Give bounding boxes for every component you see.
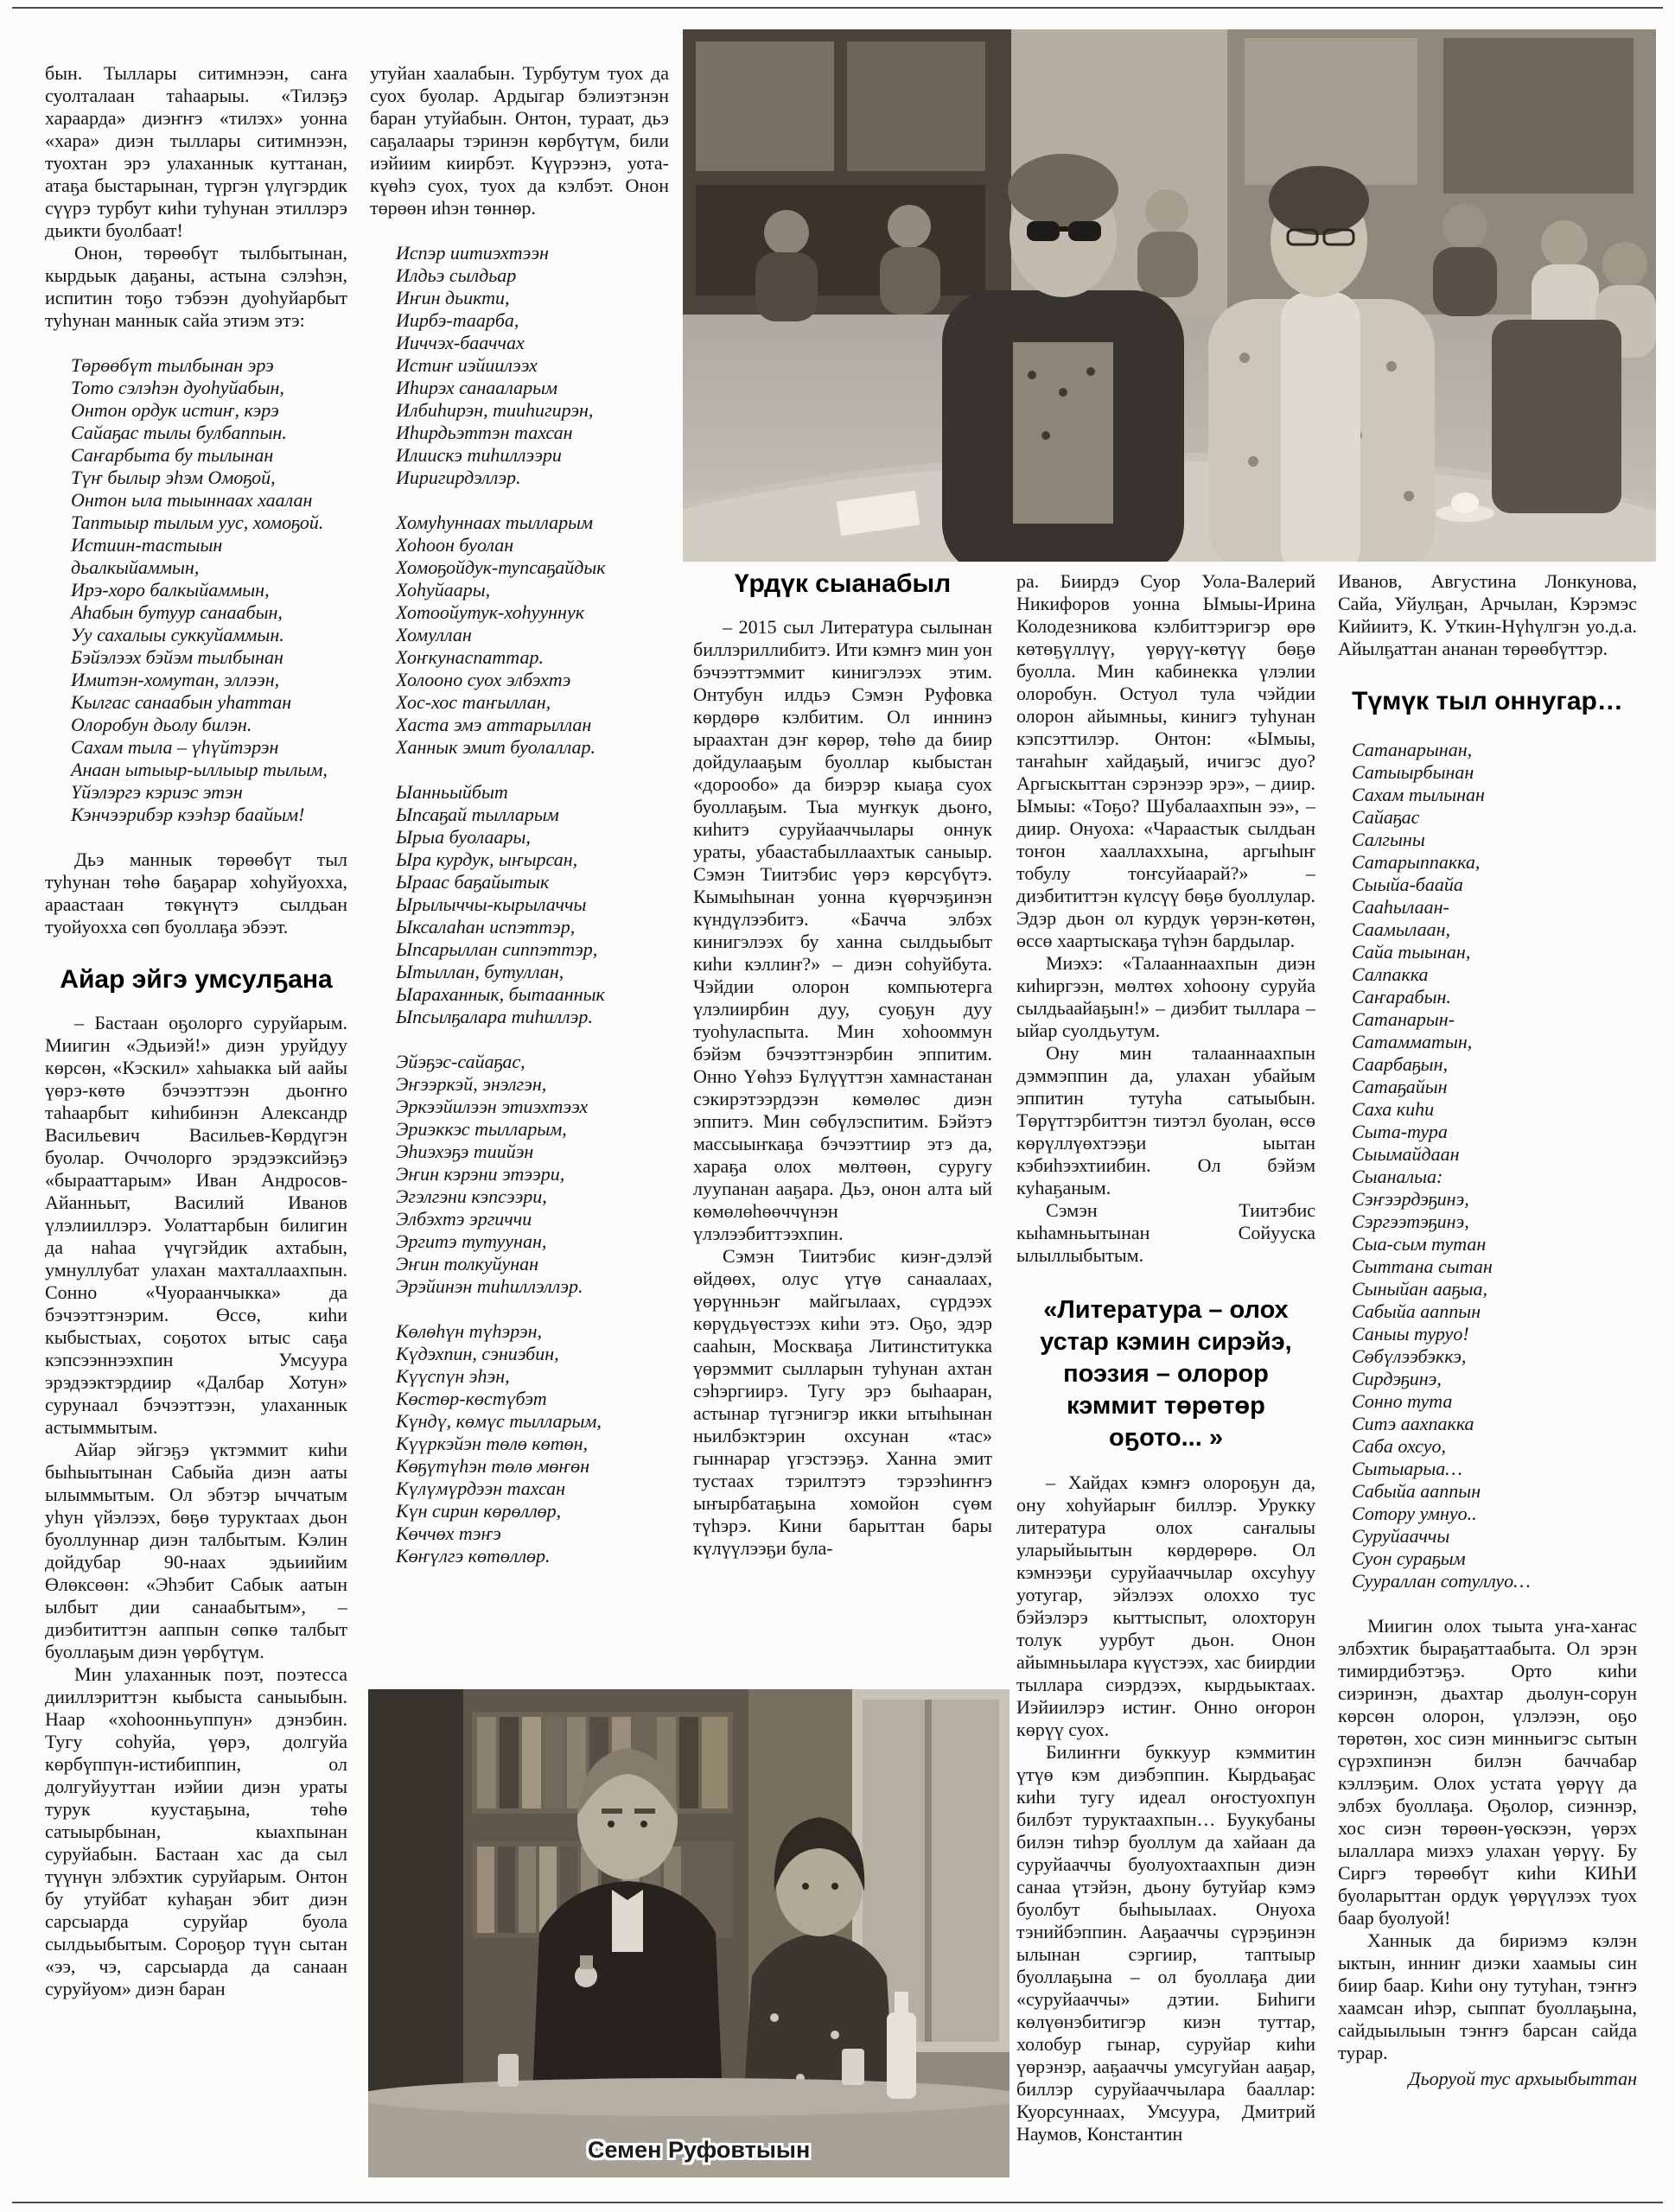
poem-line: Ыпсылҕалара тиһиллэр. [396,1006,593,1027]
poem-line: Сытыарыа… [1352,1458,1462,1479]
poem-line: Илиискэ тиһиллээри [396,444,562,466]
poem-line: Бэйэлээх бэйэм тылбынан [71,646,283,668]
poem-line: Түҥ былыр эһэм Омоҕой, [71,467,276,488]
paragraph: Билиҥҥи буккуур кэммитин үтүө кэм диэбэппин. Кырдьаҕас киһи тугу идеал оҥостуохпун билбэт туруктаахпын… Буукубаны билэн тиһэр буоллум да хайаан да суруйааччы буолуохтаахпын диэн санаа үтэйэн, дьону бутуйар кэмэ буолбут быһыылаах. Онуоха тэнийбэппин. Ааҕааччы сүрэҕинэн ылынан сэргиир, таптыыр буоллаҕына – ол буоллаҕа дии «суруйааччы» дэтии. Биһиги көлүөнэбитигэр киэн туттар, холобур гынар, суруйар киһи үөрэнэр, ааҕааччы умсугуйан ааҕар, биллэр суруйааччылара бааллар: Куорсуннаах, Умсуура, Дмитрий Наумов, Константин [1016,1741,1315,2145]
poem-line: Сыныйан ааҕыа, [1352,1278,1487,1300]
poem-line: Көстөр-көстүбэт [396,1388,547,1409]
paragraph: Миигин олох тыыта уҥа-хаҥас элбэхтик быраҕаттаабыта. Ол эрэн тимирдибэтэҕэ. Орто киһи сиэринэн, дьахтар дьолун-сорун көрсөн олорон, үлэлээн, оҕо төрөтөн, хос сиэн минньигэс сытын сүрэхпинэн билэн баччабар кэллэҕим. Олох устата үөрүү да элбэх буоллаҕа. Оҕолор, сиэннэр, хос сиэн төрөөн-үөскээн, үөрэх ылаллара миэхэ улахан үөрүү. Бу Сиргэ төрөөбүт киһи КИҺИ буоларыттан ордук үөрүүлээх туох баар буолуой! [1338,1615,1637,1929]
poem-line: Күлүмүрдээн тахсан [396,1478,566,1499]
poem-line: Сааһылаан- [1352,896,1449,918]
poem-line: Эгэлгэни кэпсээри, [396,1185,547,1207]
poem-line: Эйэҕэс-сайаҕас, [396,1051,525,1072]
poem-line: Хомуһуннаах тылларым [396,512,594,533]
paragraph: – 2015 сыл Литература сылынан биллэриллибитэ. Ити кэмҥэ мин уон бэчээттэммит кинигэлээх этим. Онтубун илдьэ Сэмэн Руфовка көрдөрө кэлбитим. Ол иннинэ ыраахтан дэҥ көрөр, төһө да биир дойдулааҕым буоллар кыбыстан «дорообо» да биэрэр кыаҕа суох буоллаҕым. Тыа муҥкук дьоҥо, киһитэ суруйааччылары оннук ураты, убаастабыллаахтык саныыр. Сэмэн Тиитэбис үөрэ көрсүбүтэ. Кымыһынан уонна күөрчэҕинэн күндүлээбитэ. «Бачча элбэх кинигэлээх бу ханна сылдьыбыт киһи кэллиҥ?» – диэн соһуйбута. Чэйдии олорон компьютерга үлэлиирбин дуу, суоҕун дуу туоһуласпыта. Мин хоһооммун бэйэм бэчээттэнэрбин эппитим. Онно Үөһээ Бүлүүттэн хамнастанан сэкирэтээрдээн көмөлөс диэн эппитэ. Мин сөбүлэспитим. Бэйэтэ массыыҥкаҕа бэчээттиир этэ да, хараҕа олох мөлтөөн, суругу луупанан ааҕара. Дьэ, онон алта ый көмөлөһөөччүнэн үлэлээбиттээхпин. [693,616,992,1244]
poem-line: Күүспүн эһэн, [396,1365,510,1387]
poem-stanza [396,781,669,1028]
poem-line: Ситэ аахпакка [1352,1413,1474,1434]
poem-line: Хоһуйаары, [396,579,491,601]
poem-line: Хотоойутук-хоһууннук [396,601,585,623]
section-heading: Айар эйгэ умсулҕана [60,965,333,994]
poem-line: Тото сэлэһэн дуоһуйабын, [71,377,284,398]
paragraph: Онон, төрөөбүт тылбытынан, кырдьык даҕаны, астына сэлэһэн, испитин тоҕо тэбээн дуоһуйарбыт туһунан маннык сайа этиэм этэ: [45,242,347,331]
poem-line: Көҕүтүһэн төлө мөҥөн [396,1455,590,1477]
poem-line: Ыпсарыллан сиппэттэр, [396,938,598,960]
poem-line: Онтон ордук истиҥ, кэрэ [71,399,279,421]
poem-stanza [396,512,669,759]
paragraph: Мин улаханнык поэт, поэтесса дииллэриттэн кыбыста саныыбын. Наар «хоһоонньуппун» дэнэбин. Тугу соһуйа, үөрэ, долгуйа көрбүппүн-истибиппин, ол долгуйууттан иэйии диэн ураты турук куустаҕына, төһө сатыырбынан, кыахпынан суруйабын. Бастаан хас да сыл түүнүн элбэхтик суруйарым. Онтон бу утуйбат куһаҕан эбит диэн сарсыарда суруйар буола сылдьыбытым. Сороҕор түүн сытан «ээ, чэ, сарсыарда да санаан суруйуом» диэн баран [45,1663,347,1999]
column-4 [1016,570,1315,2208]
poem-stanza [1352,739,1637,1592]
poem-line: Хоҥкунаспаттар. [396,646,544,668]
poem-line: Ииригирдэллэр. [396,467,521,488]
poem-line: Хомоҕойдук-тупсаҕайдык [396,556,606,578]
poem-line: Ыанньыйбыт [396,781,508,803]
poem-line: Ииччэх-бааччах [396,332,525,353]
poem-line: Холооно суох элбэхтэ [396,669,571,690]
paragraph: – Бастаан оҕолорго суруйарым. Миигин «Эдьиэй!» диэн уруйдуу көрсөн, «Кэскил» хаһыакка ый аайы үөрэ-көтө бэчээттээн дьоҥҥо таһаарбыт киһибинэн Александр Васильевич Васильев-Көрдүгэн буолар. Оччолорго эрэдээксийэҕэ «бырааттарым» Иван Андросов-Айанньыт, Василий Иванов үлэлииллэрэ. Уолаттарбын билигин да наһаа үчүгэйдик ахтабын, умнуллубат улахан махталлаахпын. Сонно «Чуораанчыкка» да бэчээттэнэрим. Өссө, киһи кыбыстыах, соҕотох ытыс саҕа кэпсээннээхпин Умсуура эрэдээктэрдиир «Далбар Хотун» сурунаал бэчээттээн, улаханнык астыммытым. [45,1012,347,1438]
poem-line: Сайаҕас тылы булбаппын. [71,422,287,443]
quote-heading: «Литература – олох устар кэмин сирэйэ, поэзия – олорор кэммит төрөтөр оҕото... » [1040,1296,1292,1452]
poem-line: Элбэхтэ эргиччи [396,1208,532,1230]
poem-line: Эркээйилээн этиэхтээх [396,1096,589,1117]
poem-line: Онтон ыла тыыннаах хаалан [71,489,313,511]
poem-line: Сатарыппакка, [1352,851,1481,873]
poem-line: Илбиһирэн, тииһигирэн, [396,399,594,421]
poem-line: Сатанарын- [1352,1008,1455,1030]
poem-line: Саҥарбыта бу тылынан [71,444,274,466]
photo-bottom-semen-rufov [368,1689,1009,2177]
poem-line: Ыра курдук, ыҥырсан, [396,849,578,870]
poem-line: Сыыйа-баайа [1352,874,1463,895]
poem-line: Үйэлэргэ кэриэс этэн [71,781,243,803]
paragraph: Сэмэн Тиитэбис киэҥ-дэлэй өйдөөх, олус үтүө санаалаах, үөрүнньэҥ майгылаах, сүрдээх көрүдьүөстээх киһи этэ. Оҕо, эдэр сааһын, Москваҕа Литинститукка үөрэммит сылларын туһунан ахтан сэһэргиирэ. Тугу эрэ быһааран, астынар түгэнигэр икки ытыһынан ньилбэктэрин охсунан «тас» гыннарар үгэстээҕэ. Ханна эмит тустаах тэрилтэтэ тэрээһиҥҥэ ыҥырбатаҕына хомойон сүөм түһэрэ. Кини барыттан бары күлүүлээҕи була- [693,1245,992,1559]
poem-line: Сэргээтэҕинэ, [1352,1211,1469,1232]
poem-stanza [396,1051,669,1298]
poem-line: Испэр иитиэхтээн [396,242,549,264]
poem-line: Суруйааччы [1352,1525,1450,1547]
poem-line: Эһиэхэҕэ тиийэн [396,1141,534,1162]
poem-line: Сатамматын, [1352,1031,1473,1052]
column-1 [45,62,347,2196]
poem-line: Сатаҕайын [1352,1076,1448,1097]
poem-line: Сахам тыла – үһүйтэрэн [71,736,279,758]
poem-line: Саба охсуо, [1352,1435,1447,1457]
poem-stanza [396,1320,669,1567]
poem-line: Көччөх тэҥэ [396,1522,501,1544]
photo-top-illustration [683,29,1656,562]
poem-line: Сэҥээрдэҕинэ, [1352,1188,1469,1210]
poem-line: Сыымайдаан [1352,1143,1460,1165]
photo-caption: Семен Руфовтыын [588,2137,811,2163]
section-heading: Түмүк тыл оннугар… [1352,687,1623,715]
poem-line: Саамылаан, [1352,918,1451,940]
poem-line: Иһирэх санааларым [396,377,558,398]
poem-line: Ыксалаһан испэттэр, [396,916,576,938]
poem-stanza [71,354,347,826]
poem-line: Истиҥ иэйиилээх [396,354,538,376]
poem-line: Сөбүлээбэккэ, [1352,1345,1467,1367]
photo-credit-line: Дьоруой тус архыыбыттан [1408,2068,1637,2089]
poem-stanza [396,242,669,489]
poem-line: Уу сахалыы суккуйаммын. [71,624,284,645]
poem-line: Төрөөбүт тылбынан эрэ [71,354,274,376]
poem-line: Саҥарабын. [1352,986,1451,1007]
photo-bottom-illustration [368,1689,1009,2177]
poem-line: Сабыйа ааппын [1352,1300,1481,1322]
poem-line: Эҥин кэрэни этээри, [396,1163,565,1185]
poem-line: Иирбэ-таарба, [396,309,519,331]
poem-line: Кылгас санаабын уһаттан [71,691,292,713]
poem-line: Күдэхпин, сэниэбин, [396,1343,559,1364]
poem-line: Эҥин толкуйунан [396,1253,539,1274]
poem-line: Суон сураҕым [1352,1548,1466,1569]
poem-line: Ыраас баҕайытык [396,871,550,893]
poem-line: Эриэккэс тылларым, [396,1118,567,1140]
poem-line: Кэнчээрибэр кээһэр баайым! [71,804,305,825]
poem-line: Ырылыччы-кырылаччы [396,893,587,915]
poem-line: Сахам тылынан [1352,784,1485,805]
poem-line: Күүркэйэн төлө көтөн, [396,1433,588,1454]
paragraph: Ону мин талааннаахпын дэммэппин да, улахан убайым эппитин тутуһа сатыыбын. Төрүттэрбиттэн тиэтэл буолан, өссө көрүллүөхтээҕи ыытан кэбиһээхтиибин. Ол бэйэм куһаҕаным. [1016,1042,1315,1198]
paragraph: Айар эйгэҕэ үктэммит киһи быһыытынан Сабыйа диэн ааты ылыммытым. Ол эбэтэр ыччатым уһун үйэлээх, бөҕө туруктаах дьон буоллуннар диэн талбытым. Кэлин дойдубар 90-наах эдьиийим Өлөксөөн: «Эһэбит Сабык аатын ылбыт дии санаабытым», – диэбититтэн ааппын сөпкө талбыт буоллаҕым диэн үөрбүтүм. [45,1439,347,1662]
top-rule [12,7,1663,9]
poem-line: Хос-хос таҥыллан, [396,691,551,713]
poem-line: Саха киһи [1352,1098,1435,1120]
poem-line: Анаан ытыыр-ыллыыр тылым, [71,759,328,780]
paragraph: Иванов, Августина Лонкунова, Сайа, Уйулҕан, Арчылан, Кэрэмэс Кийиитэ, К. Уткин-Нүһүлгэн уо.д.а. Айылҕаттан ананан төрөөбүттэр. [1338,570,1637,659]
poem-line: Сирдэҕинэ, [1352,1368,1442,1389]
poem-line: Ытыллан, бутуллан, [396,961,564,982]
poem-line: Сабыйа ааппын [1352,1480,1481,1502]
column-2 [370,62,669,1678]
poem-line: Сайа тыынан, [1352,941,1471,963]
poem-line: Суураллан сотуллуо… [1352,1570,1531,1592]
poem-line: Хоһоон буолан [396,534,514,556]
poem-line: Ханнык эмит буолаллар. [396,736,596,758]
column-3 [693,567,992,1690]
poem-line: Сыта-тура [1352,1121,1448,1142]
poem-line: Сыа-сым тутан [1352,1233,1487,1255]
poem-line: Ирэ-хоро балкыйаммын, [71,579,270,601]
poem-line: Сотору умнуо.. [1352,1503,1477,1524]
poem-line: Сатыырбынан [1352,761,1474,783]
paragraph: Сэмэн Тиитэбис кыһамньытынан Сойууска ылыллыбытым. [1016,1199,1315,1266]
column-5 [1338,570,1637,2208]
paragraph: утуйан хаалабын. Турбутум туох да суох буолар. Ардыгар бэлиэтэнэн баран утуйабын. Онтон, тураат, дьэ саҕалаары тэринэн көрбүтүм, били иэйиим киирбэт. Күүрээнэ, уота-күөһэ суох, туох да кэлбэт. Онон төрөөн иһэн төннөр. [370,62,669,219]
poem-line: Хомуллан [396,624,472,645]
poem-line: Эрэйинэн тиһиллэллэр. [396,1275,583,1297]
poem-line: Илдьэ сылдьар [396,264,517,286]
poem-line: Хаста эмэ аттарыллан [396,714,592,735]
poem-line: Истиин-тастыын дьалкыйаммын, [71,534,223,578]
poem-line: Күндү, көмүс тылларым, [396,1410,602,1432]
poem-line: Имитэн-хомутан, эллээн, [71,669,280,690]
paragraph: Миэхэ: «Талааннаахпын диэн киһиргээн, мөлтөх хоһоону суруйа сылдьаайаҕын!» – диэбит тыллара – ыйар суолдьутум. [1016,952,1315,1041]
poem-line: Саарбаҕын, [1352,1053,1448,1075]
poem-line: Таптыыр тылым уус, хомоҕой. [71,512,324,533]
poem-line: Ыпсаҕай тылларым [396,804,559,825]
poem-line: Олоробун дьолу билэн. [71,714,252,735]
poem-line: Эргитэ тутуунан, [396,1230,547,1252]
paragraph: Ханнык да бириэмэ кэлэн ыктын, инниҥ диэки хаамыы син биир баар. Киһи ону тутуһан, тэҥҥэ хаамсан иһэр, сыппат буоллаҕына, сайдыылыын тэҥҥэ барсан сайда турар. [1338,1929,1637,2063]
poem-line: Салпакка [1352,963,1429,985]
poem-line: Иҥин дьикти, [396,287,510,308]
photo-top-gathering [683,29,1656,562]
paragraph: Дьэ маннык төрөөбүт тыл туһунан төһө баҕарар хоһуйуохха, араастаан төкүнүтэ сылдьан туойуохха сөп буоллаҕа эбээт. [45,849,347,938]
section-heading: Үрдүк сыанабыл [734,569,952,598]
poem-line: Көҥүлгэ көтөллөр. [396,1545,551,1567]
poem-line: Көлөһүн түһэрэн, [396,1320,543,1342]
paragraph: – Хайдах кэмҥэ олороҕун да, ону хоһуйарыҥ биллэр. Урукку литература олох саҥалыы уларыйыытын көрдөрөрө. Ол кэмнээҕи суруйааччылар охсуһуу уотугар, эйэлээх олоххо тус бэйэлэрэ кыттыспыт, олохторун толук уурбут дьон. Онон айымньылара күүстээх, хас биирдии тыллара сиэрдээх, кырдьыктаах. Иэйиилэрэ истиҥ. Онно оҥорон көрүү суох. [1016,1471,1315,1740]
poem-line: Сыаналыа: [1352,1166,1443,1187]
paragraph: бын. Тыллары ситимнээн, саҥа суолталаан таһаарыы. «Тилэҕэ хараарда» диэҥҥэ «тилэх» уонна «хара» диэн тыллары ситимнээн, туохтан эрэ улаханнык куттанан, атаҕа быстарынан, түргэн үлүгэрдик сүүрэ турбут киһи туһунан этиллэрэ дьикти буолбаат! [45,62,347,241]
poem-line: Сатанарынан, [1352,739,1473,760]
poem-line: Сыттана сытан [1352,1255,1493,1277]
poem-line: Ыараханнык, бытааннык [396,983,605,1005]
poem-line: Эҥээркэй, энэлгэн, [396,1073,547,1095]
poem-line: Аһабын бутуур санаабын, [71,601,283,623]
poem-line: Ырыа буолаары, [396,826,531,848]
poem-line: Күн сирин көрөллөр, [396,1500,562,1522]
poem-line: Сайаҕас [1352,806,1420,828]
poem-line: Салгыны [1352,829,1425,850]
paragraph: ра. Биирдэ Суор Уола-Валерий Никифоров уонна Ымыы-Ирина Колодезникова кэлбиттэригэр өрө көтөҕүллүү, үөрүү-көтүү бөҕө буолла. Мин кабинекка үлэлии олоробун. Остуол тула чэйдии олорон айымньы, кинигэ туһунан кэпсэттилэр. Онтон: «Ымыы, таҥаһыҥ хайдаҕый, ичигэс дуо? Аргыскыттан сэрэнээр эрэ», – диир. Ымыы: «Тоҕо? Шубалаахпын ээ», – диир. Онуоха: «Чараастык сылдьан тоҥон хааллаххына, аргыһыҥ тобулу тоҥсуйаарай?» – диэбититтэн күлсүү бөҕө буоллулар. Эдэр дьон ол курдук үөрэн-көтөн, өссө хаартыскаҕа түһэн бардылар. [1016,570,1315,951]
poem-line: Саныы туруо! [1352,1323,1469,1344]
poem-line: Иһирдьэттэн тахсан [396,422,573,443]
poem-line: Сонно тута [1352,1390,1453,1412]
